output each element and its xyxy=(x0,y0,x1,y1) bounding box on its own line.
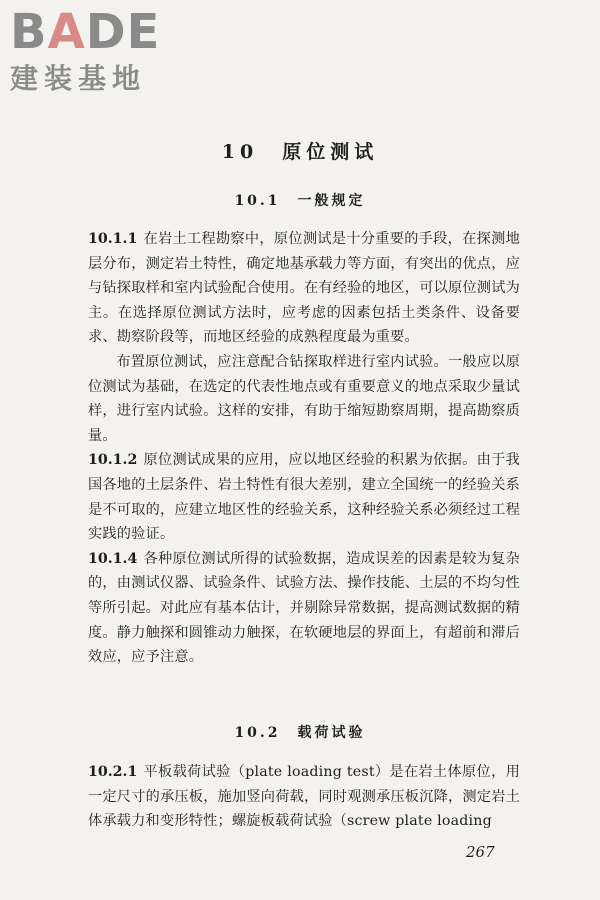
logo-letters-de: DE xyxy=(85,4,161,60)
clause-text: 平板载荷试验（plate loading test）是在岩土体原位，用一定尺寸的承压板，施加竖向荷载，同时观测承压板沉降，测定岩土体承载力和变形特性；螺旋板载荷试验（screw plate loading xyxy=(88,764,520,830)
clause-text: 原位测试成果的应用，应以地区经验的积累为依据。由于我国各地的土层条件、岩土特性有很大差别，建立全国统一的经验关系是不可取的，应建立地区性的经验关系，这种经验关系必须经过工程实践的验证。 xyxy=(88,452,520,543)
paragraph-10-1-4 xyxy=(88,547,520,670)
logo-letter-b: B xyxy=(10,4,48,60)
clause-text: 在岩土工程勘察中，原位测试是十分重要的手段，在探测地层分布，测定岩土特性，确定地基承载力等方面，有突出的优点，应与钻探取样和室内试验配合使用。在有经验的地区，可以原位测试为主。在选择原位测试方法时，应考虑的因素包括土类条件、设备要求、勘察阶段等，而地区经验的成熟程度最为重要。 xyxy=(88,231,520,346)
chapter-title: 10 原位测试 xyxy=(221,141,379,163)
clause-number: 10.1.4 xyxy=(88,550,138,567)
clause-number: 10.1.1 xyxy=(88,231,138,247)
paragraph-10-2-1 xyxy=(88,760,520,834)
section-10-2-body xyxy=(88,760,520,834)
page-number: 267 xyxy=(466,843,495,861)
paragraph-10-1-1-cont xyxy=(88,350,520,448)
paragraph-10-1-2 xyxy=(88,448,520,546)
bade-logo xyxy=(10,4,190,104)
clause-number: 10.2.1 xyxy=(88,764,138,780)
clause-text: 布置原位测试，应注意配合钻探取样进行室内试验。一般应以原位测试为基础，在选定的代表性地点或有重要意义的地点采取少量试样，进行室内试验。这样的安排，有助于缩短勘察周期，提高勘察质量。 xyxy=(88,353,520,444)
logo-letter-a: A xyxy=(47,4,86,60)
clause-text: 各种原位测试所得的试验数据，造成误差的因素是较为复杂的，由测试仪器、试验条件、试验方法、操作技能、土层的不均匀性等所引起。对此应有基本估计，并剔除异常数据，提高测试数据的精度。静力触探和圆锥动力触探，在软硬地层的界面上，有超前和滞后效应，应予注意。 xyxy=(88,550,520,666)
section-title-10-2: 10.2 载荷试验 xyxy=(234,725,366,741)
section-10-1-body xyxy=(88,227,520,670)
logo-mark xyxy=(10,4,190,60)
section-title-10-1: 10.1 一般规定 xyxy=(234,193,366,209)
logo-subtitle: 建装基地 xyxy=(10,62,147,95)
clause-number: 10.1.2 xyxy=(88,452,138,469)
paragraph-10-1-1 xyxy=(88,227,520,350)
